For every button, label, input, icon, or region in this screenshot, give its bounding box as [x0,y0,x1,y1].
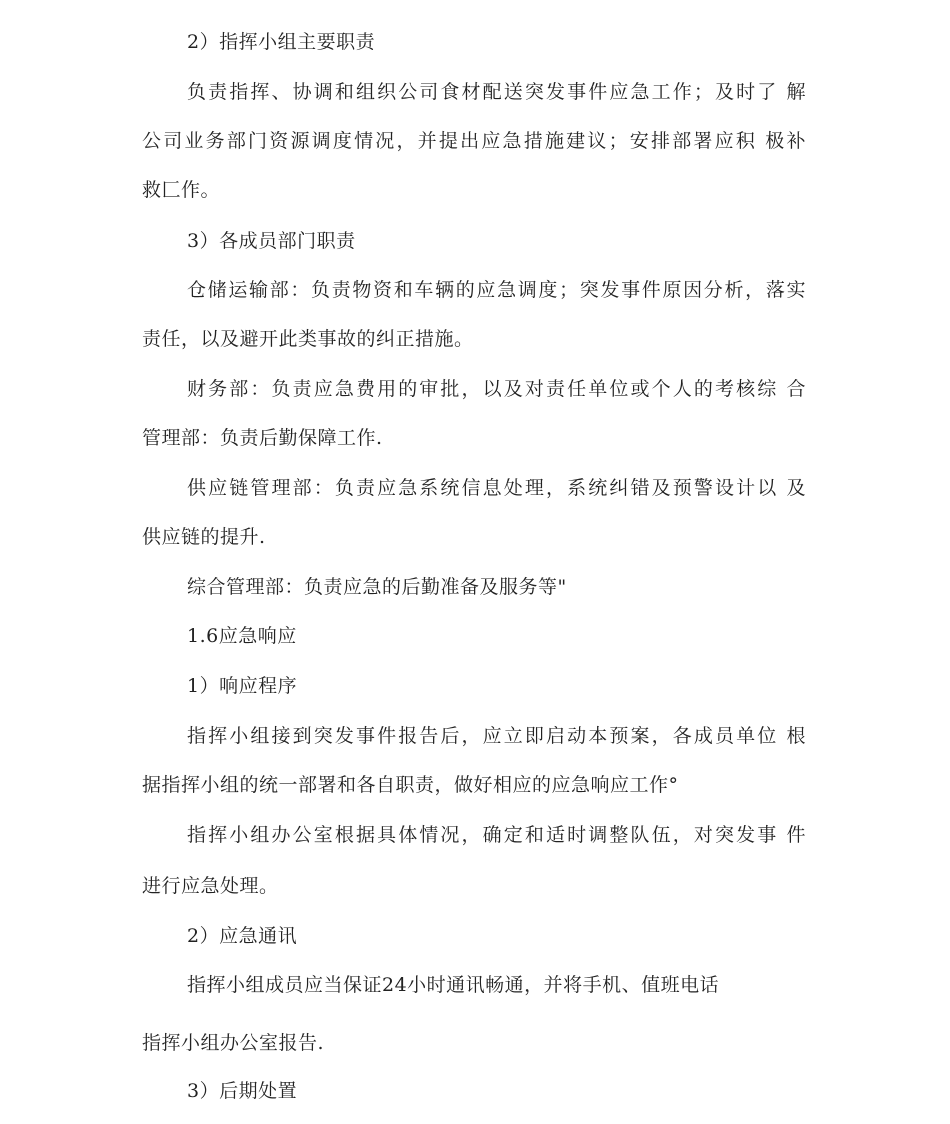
paragraph-line: 指挥小组接到突发事件报告后，应立即启动本预案，各成员单位 根 [187,725,806,747]
subheading-emergency-communication: 2）应急通讯 [187,925,298,947]
paragraph-line: 供应链的提升. [142,526,266,548]
paragraph-line: 公司业务部门资源调度情况，并提出应急措施建议；安排部署应积 极补 [142,130,806,152]
paragraph-line: 指挥小组办公室根据具体情况，确定和适时调整队伍，对突发事 件 [187,824,806,846]
paragraph-line: 指挥小组办公室报告. [142,1032,325,1054]
paragraph-line: 供应链管理部：负责应急系统信息处理，系统纠错及预警设计以 及 [187,477,806,499]
paragraph-line: 责任，以及避开此类事故的纠正措施。 [142,328,474,350]
paragraph-line: 管理部：负责后勤保障工作. [142,427,383,449]
section-heading-emergency-response: 1.6应急响应 [187,625,297,647]
paragraph-line: 指挥小组成员应当保证24小时通讯畅通，并将手机、值班电话 [187,974,720,996]
paragraph-line: 救匚作。 [142,179,221,201]
subheading-response-procedure: 1）响应程序 [187,675,298,697]
paragraph-line: 仓储运输部：负责物资和车辆的应急调度；突发事件原因分析，落实 [187,279,806,301]
paragraph-line: 财务部：负责应急费用的审批，以及对责任单位或个人的考核综 合 [187,378,806,400]
paragraph-line: 据指挥小组的统一部署和各自职责，做好相应的应急响应工作° [142,774,679,796]
subheading-post-disposal: 3）后期处置 [187,1080,298,1102]
paragraph-line: 进行应急处理。 [142,875,279,897]
subheading-member-department-duties: 3）各成员部门职责 [187,230,356,252]
subheading-command-group-duties: 2）指挥小组主要职责 [187,31,376,53]
paragraph-line: 综合管理部：负责应急的后勤准备及服务等" [187,576,567,598]
paragraph-line: 负责指挥、协调和组织公司食材配送突发事件应急工作；及时了 解 [187,81,806,103]
